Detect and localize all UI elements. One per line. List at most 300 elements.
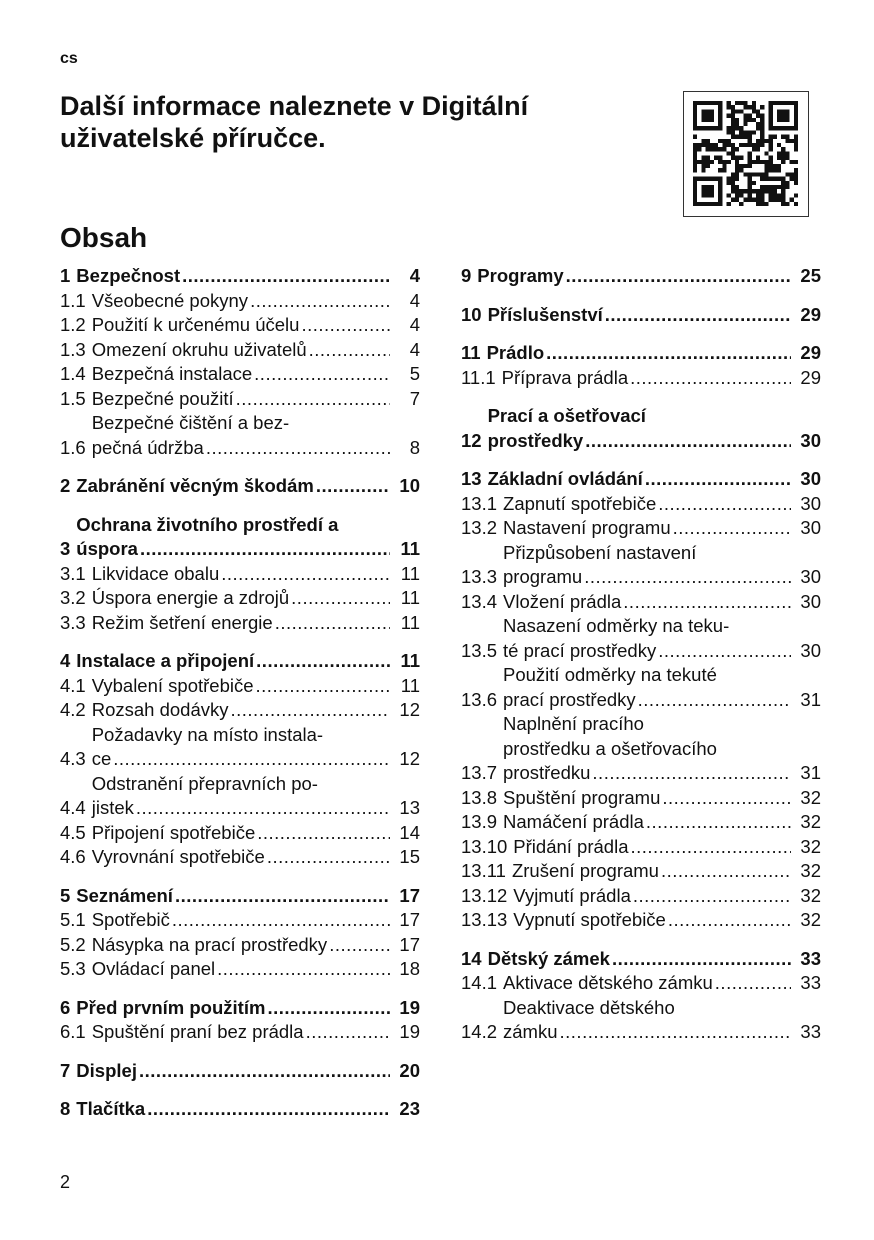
toc-page-number: 7 — [409, 387, 420, 409]
toc-page-number: 32 — [800, 835, 821, 857]
toc-section — [461, 341, 821, 390]
toc-entry-title-line: Přidání prádla — [513, 835, 629, 857]
toc-entry-title — [92, 845, 420, 870]
toc-entry-title-line: Dětský zámek — [487, 947, 610, 969]
toc-entry-title-line: Ochrana životního prostředí a — [76, 513, 339, 535]
toc-entry-last-line — [503, 761, 821, 786]
toc-entry-last-line — [512, 859, 821, 884]
toc-chapter-entry[interactable] — [461, 341, 821, 366]
toc-entry-last-line — [92, 562, 420, 587]
toc-entry-last-line — [92, 1020, 420, 1045]
toc-chapter-entry[interactable] — [60, 649, 420, 674]
toc-entry-title-line: Spuštění programu — [503, 786, 661, 808]
toc-subentry[interactable] — [461, 859, 821, 884]
dot-leader — [309, 338, 390, 363]
toc-page-number: 12 — [399, 748, 420, 769]
toc-entry-title-line: zámku — [503, 1021, 558, 1042]
toc-page-number: 30 — [800, 639, 821, 661]
toc-chapter-entry[interactable] — [461, 404, 821, 453]
toc-entry-number: 13.12 — [461, 884, 508, 906]
toc-subentry[interactable] — [461, 810, 821, 835]
toc-entry-number: 10 — [461, 303, 482, 325]
toc-entry-title — [92, 908, 420, 933]
toc-subentry[interactable] — [60, 772, 420, 821]
toc-entry-title — [92, 1020, 420, 1045]
toc-subentry[interactable] — [461, 541, 821, 590]
toc-subentry[interactable] — [60, 821, 420, 846]
toc-subentry[interactable] — [60, 674, 420, 699]
toc-entry-title-line: Vyrovnání spotřebiče — [91, 846, 265, 867]
toc-entry-number: 13.3 — [461, 566, 498, 587]
toc-entry-last-line — [503, 639, 821, 664]
toc-entry-title — [92, 586, 420, 611]
toc-entry-number: 7 — [60, 1059, 71, 1081]
toc-entry-title-line: prostředku a ošetřovacího — [503, 737, 717, 759]
toc-entry-title-line: Displej — [76, 1059, 137, 1081]
toc-page-number: 32 — [800, 909, 821, 930]
toc-page-number: 20 — [399, 1059, 420, 1081]
toc-section — [461, 404, 821, 453]
toc-subentry[interactable] — [461, 663, 821, 712]
toc-entry-title-line: prostředku — [503, 762, 591, 783]
toc-entry-title-line: Odstranění přepravních po- — [91, 772, 318, 794]
toc-entry-last-line — [92, 338, 420, 363]
toc-section — [461, 947, 821, 1045]
toc-entry-number: 1.5 — [60, 387, 86, 409]
dot-leader — [256, 674, 390, 699]
toc-entry-title — [92, 562, 420, 587]
toc-entry-number: 13.2 — [461, 517, 498, 538]
toc-entry-title-line: programu — [503, 566, 583, 587]
toc-page-number: 29 — [800, 342, 821, 363]
toc-entry-title-line: Omezení okruhu uživatelů — [91, 338, 307, 360]
toc-entry-number: 1.1 — [60, 289, 86, 311]
toc-entry-title — [513, 835, 821, 860]
toc-entry-title-line: prací prostředky — [503, 688, 636, 710]
toc-entry-number: 5.3 — [60, 958, 86, 979]
toc-chapter-entry[interactable] — [461, 467, 821, 492]
toc-entry-last-line — [92, 698, 420, 723]
toc-entry-last-line — [477, 264, 821, 289]
toc-page-number: 19 — [399, 1021, 420, 1042]
dot-leader — [623, 590, 791, 615]
toc-page-number: 10 — [399, 475, 420, 496]
dot-leader — [645, 467, 791, 492]
toc-chapter-entry[interactable] — [60, 996, 420, 1021]
toc-page-number: 29 — [800, 366, 821, 388]
toc-entry-title-line: Vybalení spotřebiče — [91, 674, 254, 696]
toc-page-number: 25 — [800, 265, 821, 286]
toc-entry-last-line — [76, 1097, 420, 1122]
toc-page-number: 30 — [800, 468, 821, 489]
language-code: cs — [60, 50, 78, 67]
toc-entry-title — [502, 366, 821, 391]
toc-entry-number: 13.9 — [461, 811, 498, 832]
toc-entry-title — [92, 933, 420, 958]
toc-entry-number: 13.8 — [461, 786, 498, 808]
toc-subentry[interactable] — [461, 590, 821, 615]
qr-code-icon — [693, 101, 798, 206]
toc-entry-title — [92, 957, 420, 982]
toc-page-number: 33 — [800, 1021, 821, 1042]
toc-entry-last-line — [92, 289, 420, 314]
toc-entry-number: 14 — [461, 947, 482, 969]
toc-entry-title-line: Spuštění praní bez prádla — [91, 1021, 304, 1042]
toc-entry-number: 13 — [461, 468, 482, 489]
toc-subentry[interactable] — [461, 884, 821, 909]
toc-entry-title — [76, 1059, 420, 1084]
toc-entry-number: 3.1 — [60, 562, 86, 584]
toc-subentry[interactable] — [461, 516, 821, 541]
toc-entry-last-line — [76, 649, 420, 674]
dot-leader — [715, 971, 791, 996]
toc-subentry[interactable] — [60, 723, 420, 772]
dot-leader — [546, 341, 791, 366]
toc-page-number: 17 — [399, 933, 420, 955]
toc-section — [60, 264, 420, 460]
dot-leader — [662, 786, 791, 811]
dot-leader — [172, 908, 390, 933]
toc-entry-last-line — [92, 821, 420, 846]
toc-entry-title — [76, 474, 420, 499]
toc-subentry[interactable] — [60, 845, 420, 870]
toc-entry-title-line: Násypka na prací prostředky — [91, 933, 328, 955]
toc-entry-title-line: Vypnutí spotřebiče — [513, 909, 666, 930]
toc-entry-title-line: Zapnutí spotřebiče — [503, 492, 657, 514]
toc-entry-number: 8 — [60, 1098, 71, 1119]
toc-entry-number: 5 — [60, 884, 71, 906]
toc-entry-last-line — [513, 908, 821, 933]
toc-section — [461, 264, 821, 289]
toc-entry-number: 14.2 — [461, 1021, 498, 1042]
dot-leader — [139, 1059, 390, 1084]
toc-subentry[interactable] — [60, 1020, 420, 1045]
dot-leader — [267, 845, 390, 870]
toc-page-number: 31 — [800, 762, 821, 783]
toc-entry-number: 3 — [60, 538, 71, 559]
toc-entry-title — [92, 289, 420, 314]
toc-entry-last-line — [92, 436, 420, 461]
toc-page-number: 17 — [399, 884, 420, 906]
dot-leader — [638, 688, 791, 713]
toc-entry-last-line — [503, 565, 821, 590]
toc-page-number: 5 — [409, 363, 420, 384]
toc-subentry[interactable] — [461, 835, 821, 860]
toc-entry-title-line: Požadavky na místo instala- — [91, 723, 324, 745]
dot-leader — [566, 264, 791, 289]
toc-entry-number: 4.5 — [60, 821, 86, 843]
toc-entry-title — [513, 884, 821, 909]
toc-entry-title — [503, 663, 821, 712]
toc-subentry[interactable] — [60, 362, 420, 387]
toc-right-column — [461, 264, 821, 1059]
toc-entry-title — [513, 908, 821, 933]
toc-page-number: 4 — [409, 314, 420, 335]
dot-leader — [673, 516, 791, 541]
toc-page-number: 32 — [800, 884, 821, 906]
toc-page-number: 30 — [800, 517, 821, 538]
toc-chapter-entry[interactable] — [60, 1059, 420, 1084]
toc-entry-last-line — [513, 884, 821, 909]
page-headline: Další informace naleznete v Digitální uživatelské příručce. — [60, 91, 529, 153]
toc-page-number: 8 — [409, 436, 420, 458]
toc-entry-number: 13.10 — [461, 835, 508, 857]
toc-page-number: 11 — [400, 611, 420, 633]
toc-entry-title-line: Instalace a připojení — [76, 650, 255, 671]
toc-entry-number: 4.4 — [60, 797, 86, 818]
toc-entry-number: 2 — [60, 475, 71, 496]
toc-page-number: 32 — [800, 786, 821, 808]
page-number: 2 — [60, 1172, 71, 1192]
toc-page-number: 33 — [800, 947, 821, 969]
toc-entry-last-line — [92, 845, 420, 870]
toc-subentry[interactable] — [461, 492, 821, 517]
toc-entry-last-line — [503, 492, 821, 517]
toc-entry-number: 5.2 — [60, 933, 86, 955]
toc-entry-last-line — [92, 313, 420, 338]
toc-chapter-entry[interactable] — [60, 264, 420, 289]
dot-leader — [206, 436, 390, 461]
toc-page-number: 33 — [800, 972, 821, 993]
toc-entry-number: 4.6 — [60, 846, 86, 867]
toc-entry-number: 3.3 — [60, 611, 86, 633]
toc-entry-title-line: Nastavení programu — [503, 517, 671, 538]
toc-entry-number: 13.13 — [461, 909, 508, 930]
toc-entry-last-line — [503, 786, 821, 811]
toc-entry-last-line — [92, 957, 420, 982]
toc-entry-last-line — [503, 810, 821, 835]
toc-entry-number: 4 — [60, 650, 71, 671]
toc-entry-title-line: Přizpůsobení nastavení — [503, 541, 697, 563]
dot-leader — [633, 884, 791, 909]
dot-leader — [231, 698, 391, 723]
toc-entry-title-line: Zabránění věcným škodám — [76, 475, 314, 496]
toc-entry-number: 9 — [461, 265, 472, 286]
dot-leader — [175, 884, 390, 909]
toc-section — [60, 884, 420, 982]
toc-entry-title — [76, 996, 420, 1021]
toc-entry-title-line: Programy — [477, 265, 564, 286]
toc-entry-title — [488, 947, 821, 972]
toc-entry-title — [503, 786, 821, 811]
dot-leader — [291, 586, 390, 611]
toc-entry-title-line: Aktivace dětského zámku — [503, 972, 713, 993]
toc-entry-number: 6 — [60, 996, 71, 1018]
toc-entry-title-line: Prací a ošetřovací — [487, 405, 646, 426]
dot-leader — [329, 933, 390, 958]
toc-entry-last-line — [92, 387, 420, 412]
toc-section — [461, 303, 821, 328]
toc-entry-title-line: Bezpečné použití — [91, 387, 234, 409]
toc-entry-title-line: úspora — [76, 538, 138, 559]
toc-subentry[interactable] — [60, 313, 420, 338]
toc-entry-title — [488, 303, 821, 328]
toc-entry-title-line: Všeobecné pokyny — [91, 289, 249, 311]
toc-page-number: 30 — [800, 492, 821, 514]
dot-leader — [592, 761, 791, 786]
toc-entry-last-line — [76, 474, 420, 499]
toc-entry-title-line: Připojení spotřebiče — [91, 821, 256, 843]
toc-entry-number: 13.4 — [461, 590, 498, 612]
toc-entry-title-line: pečná údržba — [91, 436, 204, 458]
toc-subentry[interactable] — [461, 971, 821, 996]
toc-chapter-entry[interactable] — [60, 884, 420, 909]
toc-entry-title — [488, 467, 821, 492]
toc-entry-last-line — [92, 747, 420, 772]
dot-leader — [113, 747, 390, 772]
dot-leader — [661, 859, 791, 884]
dot-leader — [301, 313, 390, 338]
toc-entry-number: 4.3 — [60, 748, 86, 769]
toc-subentry[interactable] — [60, 611, 420, 636]
toc-page-number: 17 — [399, 909, 420, 930]
dot-leader — [257, 821, 390, 846]
toc-entry-number: 4.1 — [60, 674, 86, 696]
toc-chapter-entry[interactable] — [461, 264, 821, 289]
toc-entry-title-line: Rozsah dodávky — [91, 699, 229, 720]
toc-entry-title — [503, 590, 821, 615]
toc-entry-title-line: Deaktivace dětského — [503, 996, 675, 1018]
toc-page-number: 4 — [409, 265, 420, 286]
toc-entry-title — [503, 614, 821, 663]
toc-entry-number: 13.6 — [461, 688, 498, 710]
dot-leader — [306, 1020, 390, 1045]
toc-subentry[interactable] — [60, 908, 420, 933]
toc-entry-title — [503, 541, 821, 590]
toc-subentry[interactable] — [461, 786, 821, 811]
toc-entry-last-line — [92, 611, 420, 636]
toc-section — [60, 1059, 420, 1084]
toc-entry-last-line — [488, 429, 821, 454]
toc-subentry[interactable] — [60, 957, 420, 982]
toc-entry-number: 5.1 — [60, 909, 86, 930]
toc-entry-title-line: Spotřebič — [91, 909, 170, 930]
toc-entry-title-line: Naplnění pracího — [503, 713, 644, 734]
toc-page-number: 19 — [399, 996, 420, 1018]
toc-subentry[interactable] — [461, 366, 821, 391]
toc-page-number: 31 — [800, 688, 821, 710]
toc-subentry[interactable] — [461, 614, 821, 663]
toc-entry-last-line — [92, 362, 420, 387]
toc-entry-title-line: Režim šetření energie — [91, 611, 273, 633]
toc-entry-last-line — [92, 674, 420, 699]
toc-section — [60, 1097, 420, 1122]
dot-leader — [254, 362, 390, 387]
toc-subentry[interactable] — [60, 933, 420, 958]
toc-entry-number: 14.1 — [461, 972, 498, 993]
toc-page-number: 30 — [800, 566, 821, 587]
toc-entry-last-line — [488, 467, 821, 492]
toc-entry-title — [76, 264, 420, 289]
dot-leader — [630, 835, 791, 860]
toc-entry-title-line: Použití odměrky na tekuté — [503, 664, 717, 685]
toc-chapter-entry[interactable] — [461, 947, 821, 972]
toc-entry-title — [76, 649, 420, 674]
toc-chapter-entry[interactable] — [60, 474, 420, 499]
dot-leader — [236, 387, 390, 412]
toc-subentry[interactable] — [60, 586, 420, 611]
toc-entry-last-line — [488, 303, 821, 328]
toc-subentry[interactable] — [60, 289, 420, 314]
toc-entry-title-line: té prací prostředky — [503, 639, 657, 661]
dot-leader — [147, 1097, 390, 1122]
dot-leader — [221, 562, 390, 587]
toc-subentry[interactable] — [461, 712, 821, 786]
dot-leader — [630, 366, 791, 391]
qr-code — [683, 91, 809, 217]
toc-entry-last-line — [76, 884, 420, 909]
toc-page-number: 4 — [409, 338, 420, 360]
toc-title: Obsah — [60, 222, 148, 253]
toc-page-number: 11 — [400, 538, 420, 559]
toc-subentry[interactable] — [60, 698, 420, 723]
toc-entry-title-line: Namáčení prádla — [503, 811, 644, 832]
toc-entry-title-line: jistek — [91, 797, 134, 818]
toc-entry-title-line: Úspora energie a zdrojů — [91, 587, 290, 608]
toc-page-number: 13 — [399, 797, 420, 818]
toc-page-number: 11 — [400, 562, 420, 584]
toc-page-number: 32 — [800, 860, 821, 881]
toc-entry-title — [92, 362, 420, 387]
toc-subentry[interactable] — [461, 996, 821, 1045]
toc-section — [461, 467, 821, 933]
toc-entry-title-line: Tlačítka — [76, 1098, 146, 1119]
toc-chapter-entry[interactable] — [60, 513, 420, 562]
toc-entry-title-line: Ovládací panel — [91, 958, 216, 979]
toc-entry-number: 4.2 — [60, 699, 86, 720]
toc-entry-title — [503, 996, 821, 1045]
toc-entry-title — [503, 810, 821, 835]
toc-entry-number: 13.11 — [461, 860, 506, 881]
toc-entry-title — [76, 513, 420, 562]
toc-entry-last-line — [92, 796, 420, 821]
toc-entry-title — [503, 492, 821, 517]
toc-entry-title — [487, 341, 821, 366]
toc-subentry[interactable] — [60, 562, 420, 587]
toc-page-number: 30 — [800, 590, 821, 612]
toc-entry-last-line — [503, 971, 821, 996]
toc-entry-title-line: Prádlo — [486, 342, 545, 363]
dot-leader — [646, 810, 791, 835]
toc-entry-title — [92, 723, 420, 772]
dot-leader — [612, 947, 791, 972]
toc-page-number: 14 — [399, 821, 420, 843]
toc-entry-last-line — [92, 586, 420, 611]
toc-subentry[interactable] — [60, 411, 420, 460]
toc-subentry[interactable] — [60, 338, 420, 363]
toc-subentry[interactable] — [461, 908, 821, 933]
toc-entry-title-line: Nasazení odměrky na teku- — [503, 615, 730, 636]
toc-entry-title — [92, 698, 420, 723]
toc-entry-last-line — [503, 1020, 821, 1045]
toc-entry-title-line: Bezpečná instalace — [91, 363, 253, 384]
toc-entry-title-line: Před prvním použitím — [76, 996, 266, 1018]
toc-subentry[interactable] — [60, 387, 420, 412]
toc-entry-title — [76, 1097, 420, 1122]
toc-section — [60, 649, 420, 870]
toc-chapter-entry[interactable] — [60, 1097, 420, 1122]
toc-entry-title — [92, 611, 420, 636]
toc-entry-number: 13.7 — [461, 762, 498, 783]
toc-entry-title-line: Příprava prádla — [501, 366, 629, 388]
toc-page-number: 12 — [399, 699, 420, 720]
toc-entry-number: 11.1 — [461, 366, 496, 388]
toc-entry-number: 12 — [461, 429, 482, 451]
toc-page-number: 11 — [400, 650, 420, 671]
toc-chapter-entry[interactable] — [461, 303, 821, 328]
toc-entry-title — [92, 821, 420, 846]
toc-page-number: 30 — [800, 429, 821, 451]
